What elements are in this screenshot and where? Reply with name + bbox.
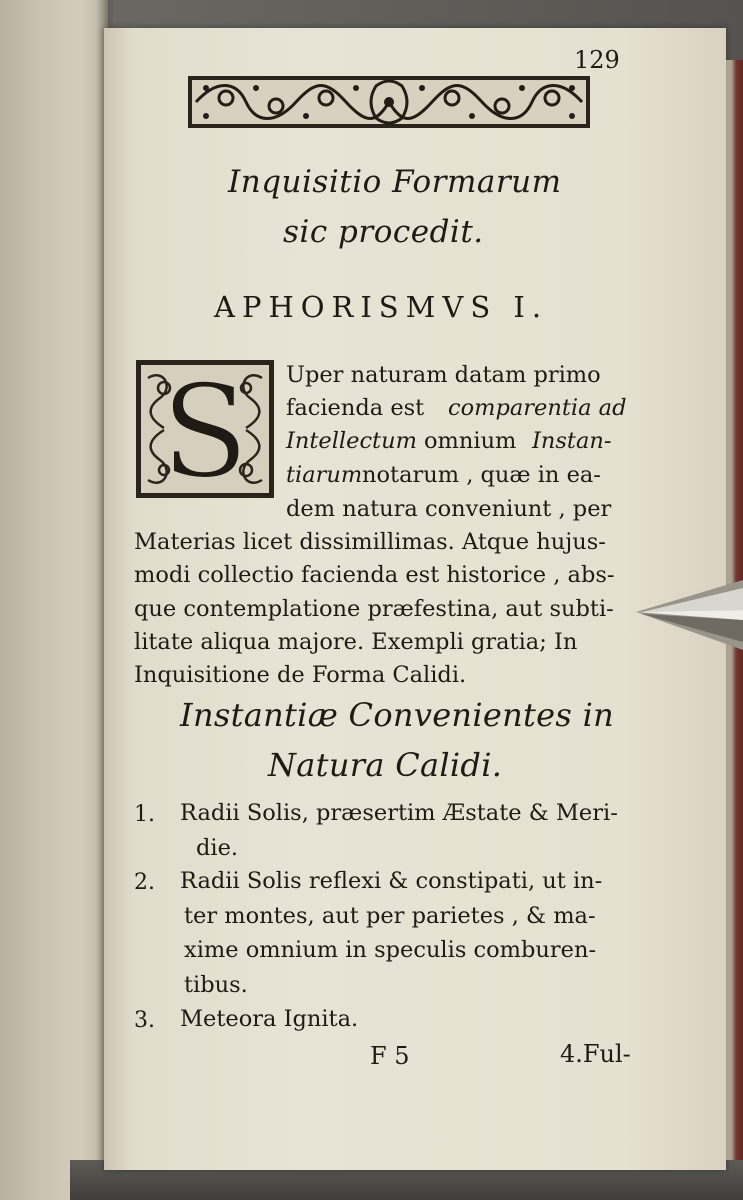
paragraph-line-3b: omnium [424, 428, 517, 454]
paragraph-line-9: litate aliqua majore. Exempli gratia; In [134, 629, 578, 655]
aphorism-title: APHORISMVS I. [214, 290, 549, 324]
list-item-1-line-1: Radii Solis, præsertim Æstate & Meri- [180, 800, 618, 826]
list-item-2-line-1: Radii Solis reflexi & constipati, ut in- [180, 868, 603, 894]
paragraph-line-7: modi collectio facienda est historice , abs- [134, 562, 615, 588]
signature-mark: F 5 [370, 1042, 410, 1070]
list-item-2-line-4: tibus. [184, 972, 248, 998]
paragraph-line-1: Uper naturam datam primo [286, 362, 601, 388]
list-item-1-line-2: die. [196, 835, 239, 861]
subheading-line-2: Natura Calidi. [268, 746, 503, 784]
decorated-dropcap [134, 358, 276, 500]
list-item-number-3: 3. [134, 1008, 155, 1033]
paragraph-line-6: Materias licet dissimillimas. Atque hujus- [134, 529, 606, 555]
list-item-2-line-2: ter montes, aut per parietes , & ma- [184, 903, 596, 929]
paragraph-line-10: Inquisitione de Forma Calidi. [134, 662, 467, 688]
dropcap-letter: S [161, 358, 249, 500]
ornamental-headpiece-icon [186, 72, 592, 132]
paragraph-line-2a: facienda est [286, 395, 425, 421]
list-item-3-line-1: Meteora Ignita. [180, 1006, 359, 1032]
paragraph-line-4b: notarum , quæ in ea- [362, 462, 601, 488]
paragraph-line-3c: Instan- [532, 428, 612, 454]
list-item-number-1: 1. [134, 802, 155, 827]
page-number: 129 [574, 46, 620, 74]
heading-line-2: sic procedit. [283, 214, 484, 250]
paragraph-line-4a: tiarum [286, 462, 363, 488]
list-item-2-line-3: xime omnium in speculis comburen- [184, 937, 597, 963]
subheading-line-1: Instantiæ Convenientes in [180, 696, 615, 734]
catchword: 4.Ful- [560, 1040, 631, 1068]
heading-line-1: Inquisitio Formarum [228, 164, 562, 200]
paragraph-line-8: que contemplatione præfestina, aut subti- [134, 596, 614, 622]
paragraph-line-3a: Intellectum [286, 428, 417, 454]
paragraph-line-5: dem natura conveniunt , per [286, 496, 612, 522]
bookmark-pointer-icon [636, 580, 743, 650]
left-page-edge [0, 0, 108, 1200]
list-item-number-2: 2. [134, 870, 155, 895]
paragraph-line-2b: comparentia ad [448, 395, 627, 421]
